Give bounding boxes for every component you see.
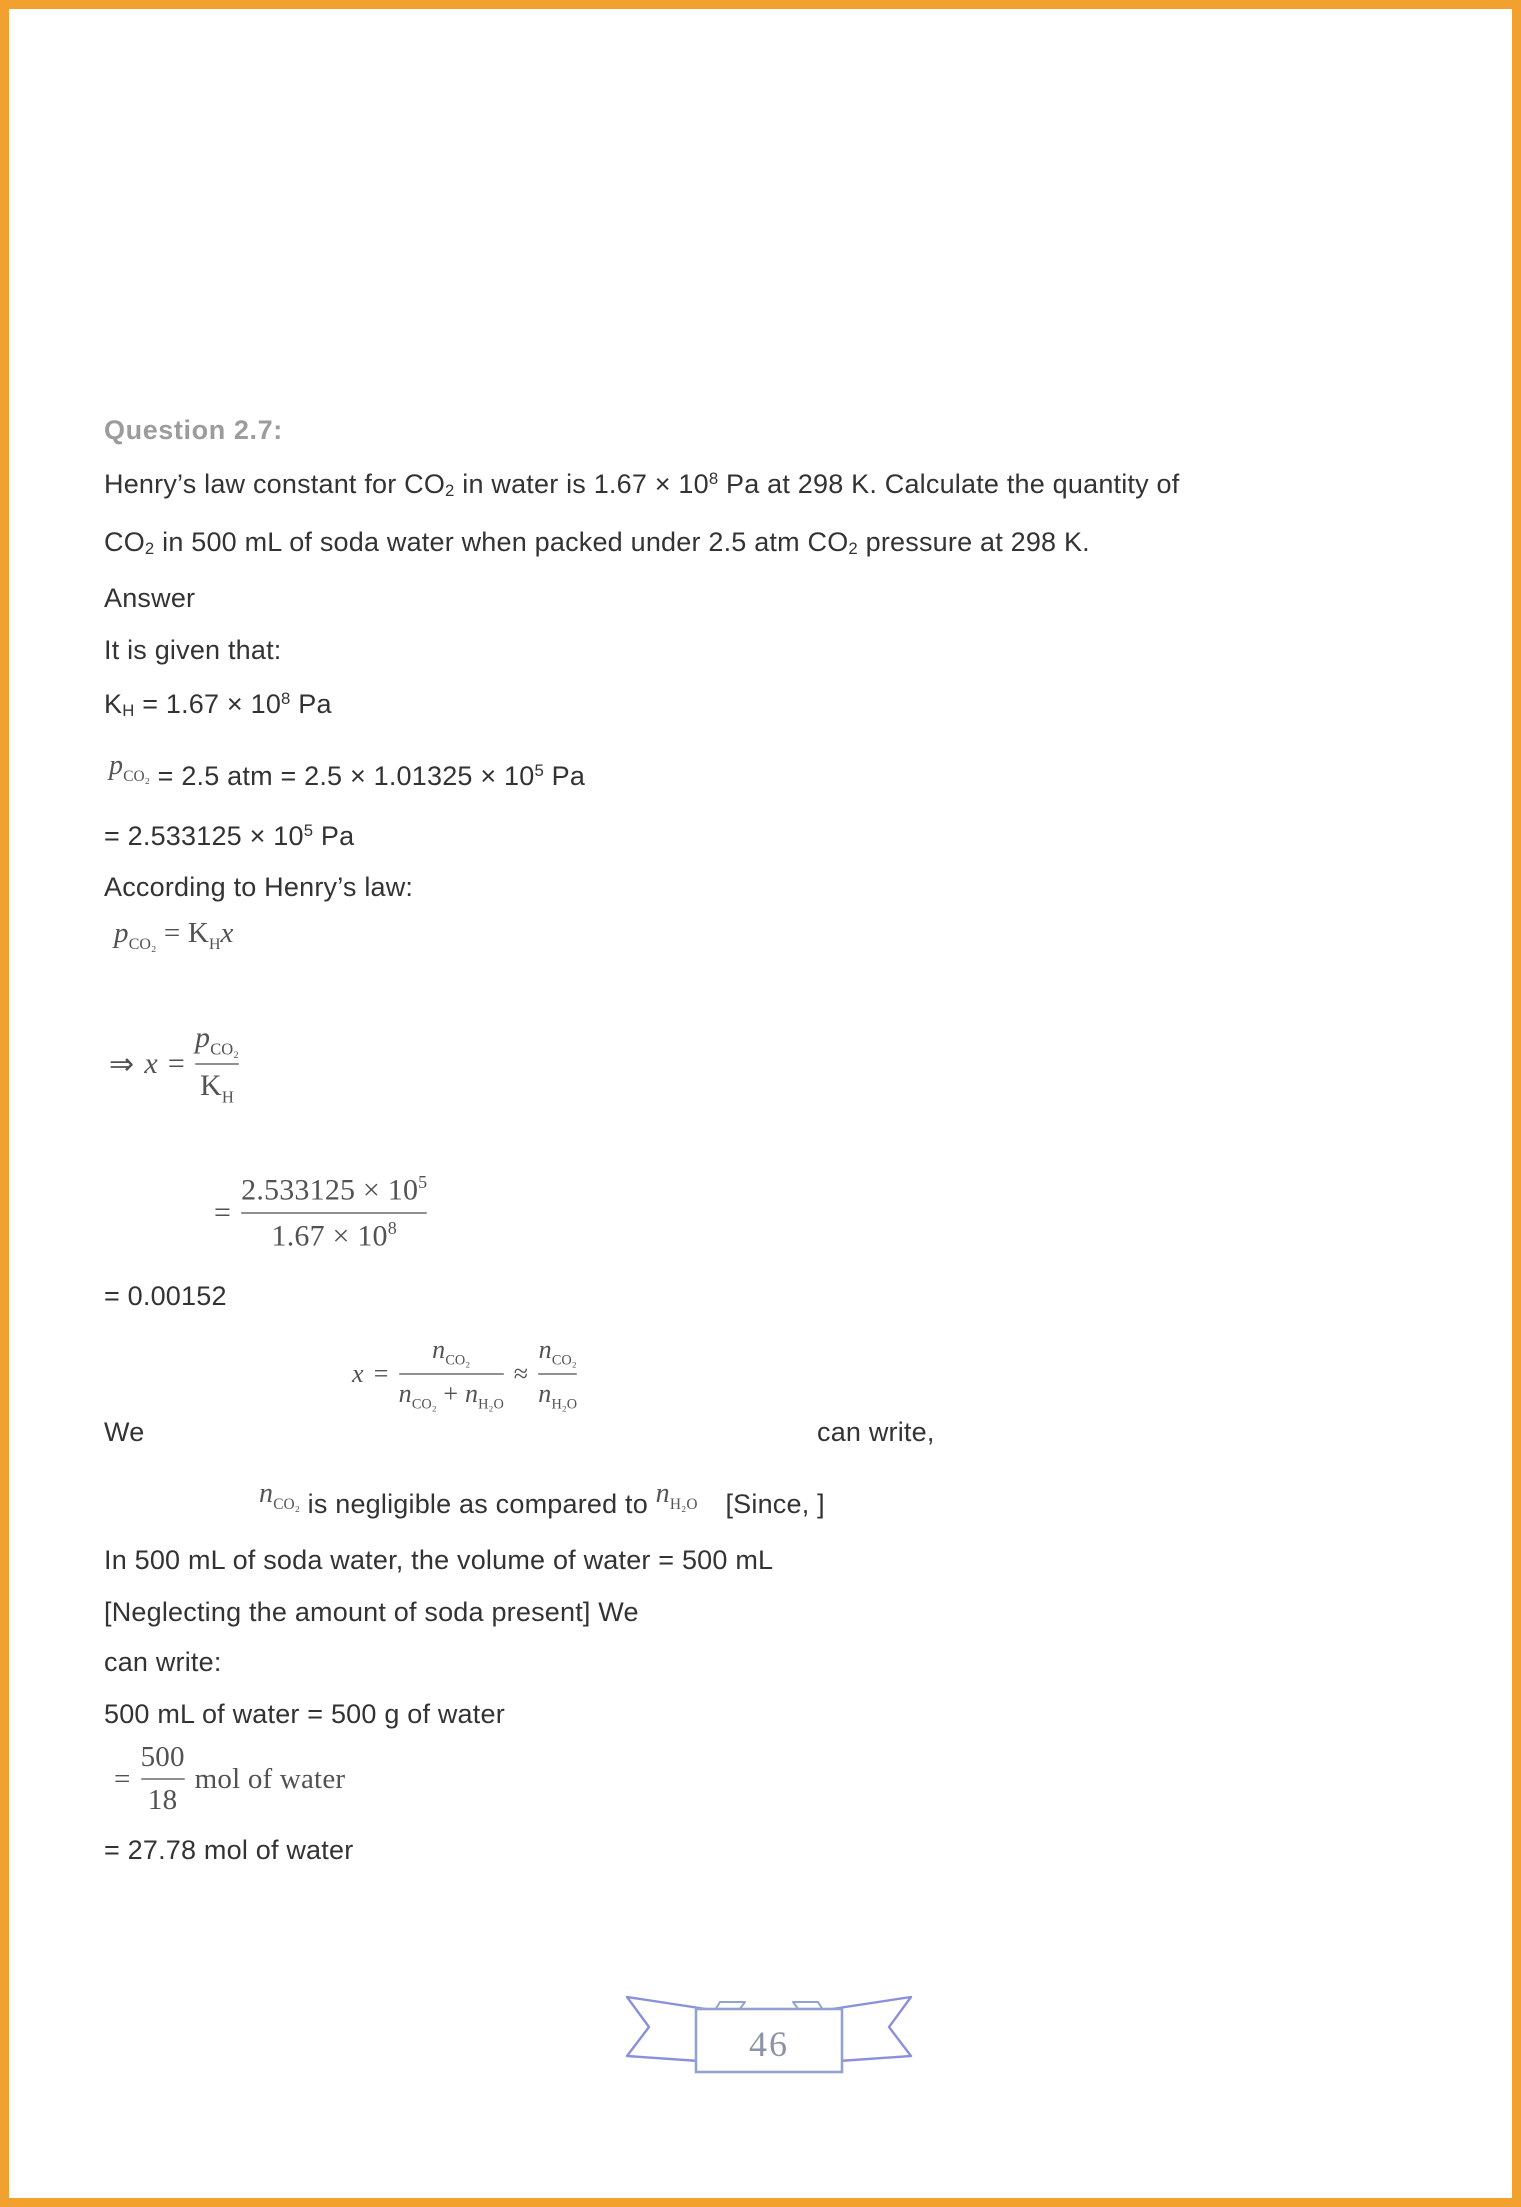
fraction: $\frac{n_{CO_2}}{n_{H_2O}}$ [538,1335,578,1413]
mol-result-line: = 27.78 mol of water [104,1835,354,1865]
exponent: 8 [281,689,291,708]
henry-law-equation: $p_{CO_2} = K_Hx$ [114,917,234,954]
fraction-bar [141,1778,185,1780]
approx-symbol: ≈ [513,1359,529,1389]
question-heading: Question 2.7: [104,415,283,445]
question-text: Henry’s law constant for CO [104,469,446,500]
x-value-result: = 0.00152 [104,1281,227,1311]
answer-label: Answer [104,583,196,613]
fraction-numerator: $2.533125 \times 10^5$ [241,1172,428,1207]
exponent: 5 [303,821,314,840]
question-text-line-2: CO2 in 500 mL of soda water when packed under 2.5 atm CO2 pressure at 298 K. [104,527,1090,558]
fraction-bar [241,1212,427,1214]
question-text-line-1: Henry’s law constant for CO2 in water is $1.67 \times 10^8$ Pa at 298 K. Calculate the quantity of [104,469,1180,501]
co2-subscript: 2 [445,481,455,501]
neglecting-line: [Neglecting the amount of soda present] We [104,1597,639,1627]
soda-water-line: In 500 mL of soda water, the volume of water = 500 mL [104,1545,774,1575]
co2-subscript: 2 [144,539,155,558]
nh2o-math-symbol: $n_{H_2O}$ [655,1478,698,1513]
mole-fraction-equation: x = $\frac{n_{CO_2}}{n_{CO_2} + n_{H_2O}}$ ≈ $\frac{n_{CO_2}}{n_{H_2O}}$ [352,1335,578,1413]
can-write-colon-line: can write: [104,1647,222,1677]
water-mass-line: 500 mL of water = 500 g of water [104,1699,505,1729]
can-write-label: can write, [817,1417,935,1447]
fraction-bar [399,1373,504,1375]
fraction-denominator: $K_H$ [200,1069,234,1107]
exponent: 5 [534,761,544,780]
fraction: $\frac{n_{CO_2}}{n_{CO_2} + n_{H_2O}}$ [398,1335,504,1413]
page-number: 46 [749,2024,789,2064]
fraction-numerator: $p_{CO_2}$ [194,1021,239,1059]
kh-value-line: KH = $1.67 \times 10^8$ Pa [104,689,332,721]
given-label: It is given that: [104,635,282,665]
pco2-math-symbol: $p_{CO_2}$ [109,750,150,786]
negligible-line: $n_{CO_2}$ is negligible as compared to $n_{H_2O}$ [Since, ] [259,1478,825,1519]
mol-fraction-line: = $\frac{500}{18}$ mol of water [114,1741,346,1816]
kh-subscript: H [122,701,135,721]
we-label: We [104,1417,145,1447]
pco2-value-line: $p_{CO_2} = 2.5$ atm = $2.5 \times 1.01325 \times 10^5$ Pa [109,750,586,792]
implies-arrow: ⇒ [109,1047,135,1081]
x-equation: ⇒ x = $\frac{p_{CO_2}}{K_H}$ [109,1021,239,1107]
fraction-denominator: $1.67 \times 10^8$ [271,1217,397,1253]
fraction-bar [195,1063,239,1065]
fraction: $\frac{500}{18}$ [140,1741,185,1816]
exponent: 8 [708,469,719,488]
fraction [195,1021,239,1108]
co2-subscript: 2 [848,539,858,558]
nco2-math-symbol: $n_{CO_2}$ [259,1478,300,1513]
pa-result-line: = $2.533125 \times 10^5$ Pa [104,821,355,852]
fraction [241,1172,427,1253]
henry-law-label: According to Henry’s law: [104,872,414,902]
fraction-bar [538,1373,577,1375]
calculation-fraction: = $\frac{2.533125 \times 10^5}{1.67 \times 10^8}$ [214,1172,428,1253]
since-bracket: [Since, ] [725,1489,825,1519]
